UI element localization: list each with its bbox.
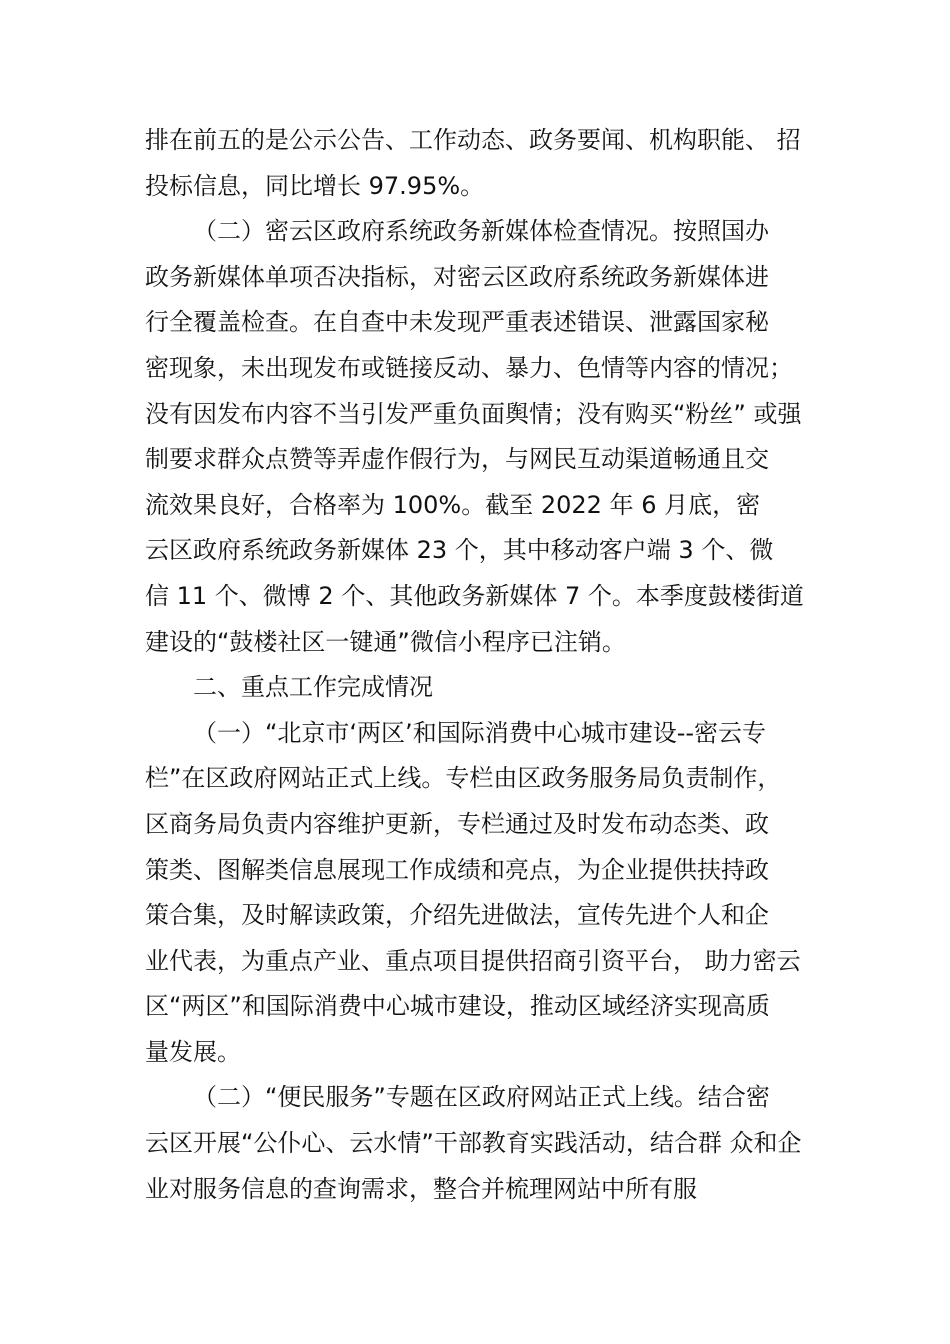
text-line: 建设的“鼓楼社区一键通”微信小程序已注销。 xyxy=(145,627,626,656)
text-line: 业对服务信息的查询需求，整合并梳理网站中所有服 xyxy=(145,1174,697,1203)
section-heading: 二、重点工作完成情况 xyxy=(193,673,433,702)
text-line: 云区政府系统政务新媒体 23 个，其中移动客户端 3 个、微 xyxy=(145,536,774,565)
text-line: 投标信息，同比增长 97.95%。 xyxy=(145,171,485,200)
text-line: 制要求群众点赞等弄虚作假行为，与网民互动渠道畅通且交 xyxy=(145,445,769,474)
document-body xyxy=(145,118,817,1212)
text-line: 流效果良好，合格率为 100%。截至 2022 年 6 月底，密 xyxy=(145,490,761,519)
text-line: 排在前五的是公示公告、工作动态、政务要闻、机构职能、 招 xyxy=(145,126,801,154)
paragraph-heading: （一）“北京市‘两区’和国际消费中心城市建设--密云专 xyxy=(193,718,767,747)
text-line: 云区开展“公仆心、云水情”干部教育实践活动，结合群 众和企 xyxy=(145,1129,802,1158)
text-line: 量发展。 xyxy=(145,1037,241,1066)
text-line: 密现象，未出现发布或链接反动、暴力、色情等内容的情况； xyxy=(145,353,793,382)
text-line: 行全覆盖检查。在自查中未发现严重表述错误、泄露国家秘 xyxy=(145,308,769,337)
text-line: 政务新媒体单项否决指标，对密云区政府系统政务新媒体进 xyxy=(145,262,769,291)
text-line: 策类、图解类信息展现工作成绩和亮点，为企业提供扶持政 xyxy=(145,855,769,884)
text-line: 区商务局负责内容维护更新，专栏通过及时发布动态类、政 xyxy=(145,809,769,838)
text-line: 区“两区”和国际消费中心城市建设，推动区域经济实现高质 xyxy=(145,992,770,1021)
text-line: 没有因发布内容不当引发严重负面舆情；没有购买“粉丝” 或强 xyxy=(145,399,802,428)
text-line: 信 11 个、微博 2 个、其他政务新媒体 7 个。本季度鼓楼街道 xyxy=(145,581,804,610)
paragraph-heading: （二）“便民服务”专题在区政府网站正式上线。结合密 xyxy=(193,1083,770,1112)
text-line: 策合集，及时解读政策，介绍先进做法，宣传先进个人和企 xyxy=(145,901,769,930)
paragraph-heading: （二）密云区政府系统政务新媒体检查情况。按照国办 xyxy=(193,217,769,246)
text-line: 栏”在区政府网站正式上线。专栏由区政务服务局负责制作， xyxy=(145,764,782,793)
text-line: 业代表，为重点产业、重点项目提供招商引资平台， 助力密云 xyxy=(145,946,801,975)
